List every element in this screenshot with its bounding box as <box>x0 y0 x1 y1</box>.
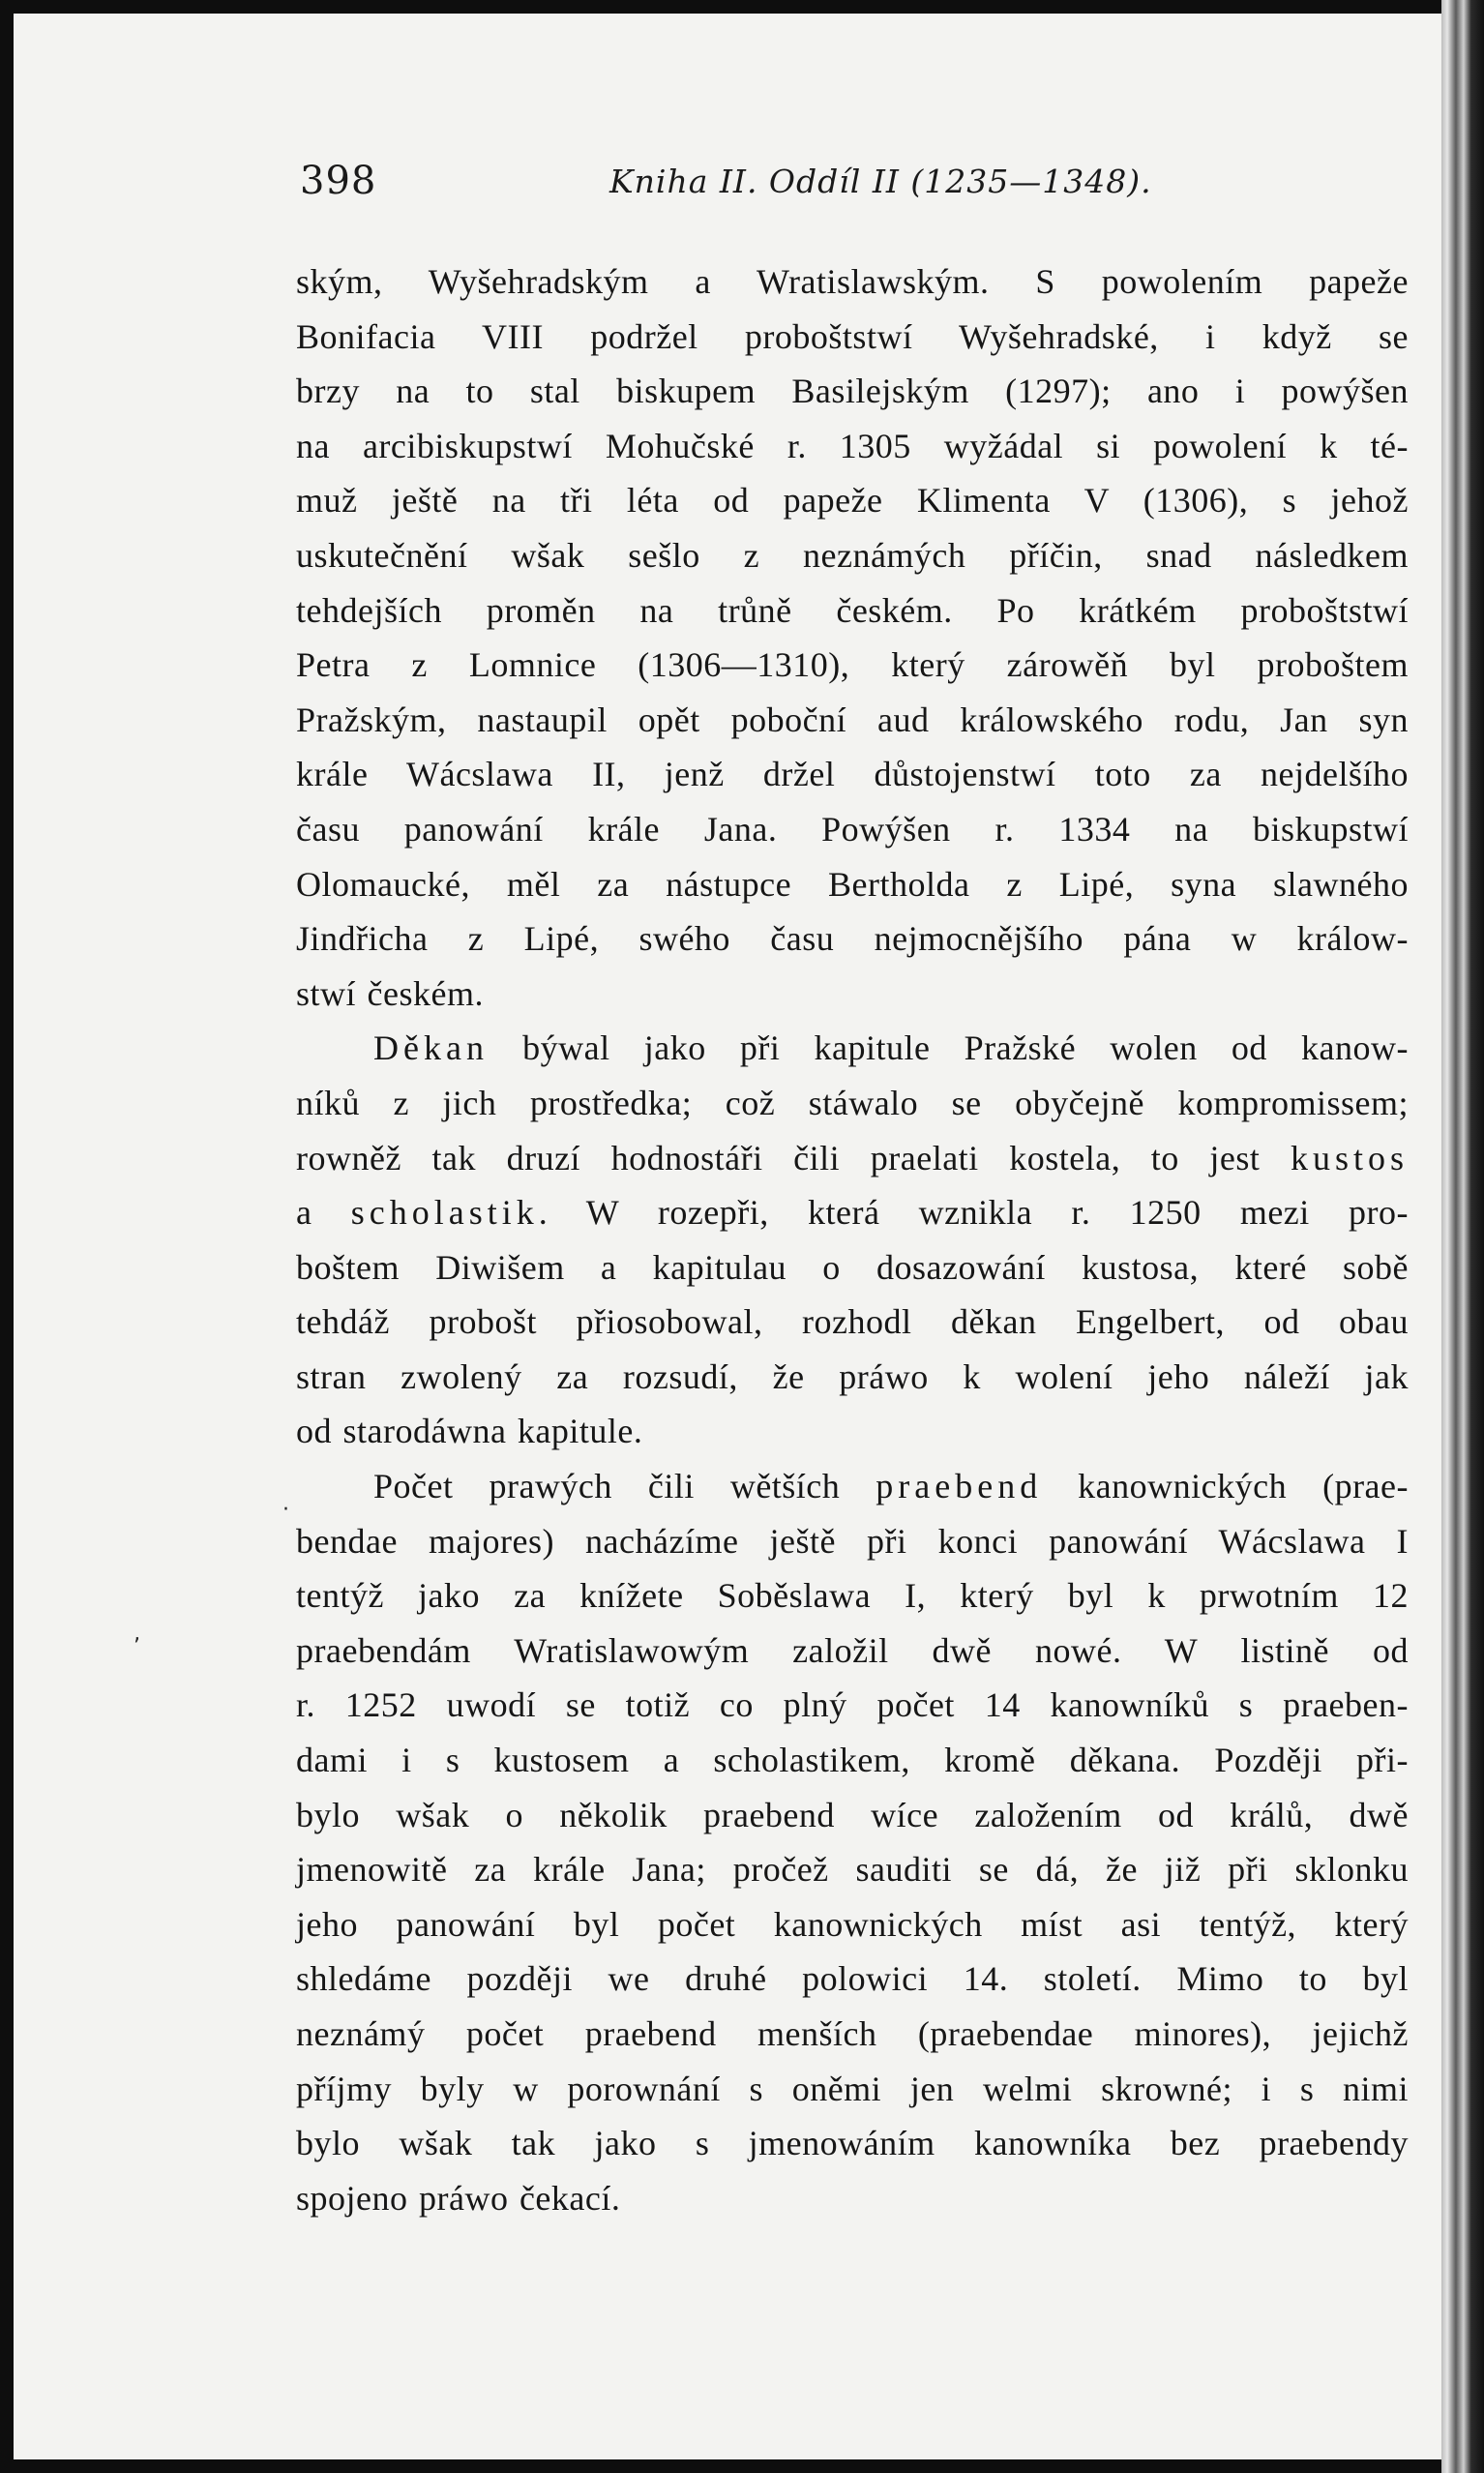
emphasized-term: scholastik <box>350 1193 539 1233</box>
text-line <box>296 1568 1409 1624</box>
text-segment: . W rozepři, která wznikla r. 1250 mezi pro- <box>538 1193 1409 1233</box>
text-segment: Jindřicha z Lipé, swého času nejmocnějšího pána w králow- <box>296 919 1409 959</box>
text-segment: Počet prawých čili wětších <box>373 1467 876 1506</box>
text-segment: Pražským, nastaupil opět poboční aud králowského rodu, Jan syn <box>296 700 1409 739</box>
text-line <box>296 310 1409 365</box>
text-line <box>296 1240 1409 1296</box>
text-line <box>296 2007 1409 2062</box>
text-line <box>296 802 1409 857</box>
text-line <box>296 1459 1409 1514</box>
paragraph <box>296 1021 1409 1459</box>
text-line <box>296 1897 1409 1952</box>
text-line <box>296 419 1409 474</box>
text-line <box>296 473 1409 528</box>
text-segment: ským, Wyšehradským a Wratislawským. S powolením papeže <box>296 262 1409 301</box>
text-segment: krále Wácslawa II, jenž držel důstojenstwí toto za nejdelšího <box>296 755 1409 794</box>
text-segment: rowněž tak druzí hodnostáři čili praelati kostela, to jest <box>296 1138 1291 1177</box>
page-number: 398 <box>300 159 377 203</box>
text-segment: praebendám Wratislawowým založil dwě nowé. W listině od <box>296 1630 1409 1670</box>
text-segment: stran zwolený za rozsudí, že práwo k wolení jeho náleží jak <box>296 1356 1409 1396</box>
text-line <box>296 2116 1409 2171</box>
text-segment: shledáme později we druhé polowici 14. století. Mimo to byl <box>296 1959 1409 1999</box>
text-segment: jmenowitě za krále Jana; pročež sauditi se dá, že již při sklonku <box>296 1850 1409 1890</box>
text-segment: bendae majores) nacházíme ještě při konci panowání Wácslawa I <box>296 1521 1409 1561</box>
text-line <box>296 2171 1409 2226</box>
text-line <box>296 364 1409 419</box>
text-line <box>296 254 1409 310</box>
text-line <box>296 1788 1409 1843</box>
emphasized-term: kustos <box>1290 1138 1409 1177</box>
book-edge <box>1441 0 1484 2473</box>
text-line <box>296 1733 1409 1788</box>
text-segment: a <box>296 1193 351 1233</box>
text-line <box>296 1952 1409 2007</box>
text-line <box>296 1076 1409 1131</box>
text-segment: stwí českém. <box>296 973 484 1013</box>
text-segment: spojeno práwo čekací. <box>296 2178 621 2218</box>
emphasized-term: praebend <box>876 1467 1043 1506</box>
text-segment: kanownických (prae- <box>1042 1467 1409 1506</box>
text-line <box>296 1350 1409 1405</box>
text-line <box>296 1678 1409 1733</box>
text-line <box>296 1295 1409 1350</box>
text-line <box>296 857 1409 912</box>
text-segment: boštem Diwišem a kapitulau o dosazowání kustosa, které sobě <box>296 1247 1409 1287</box>
text-segment: dami i s kustosem a scholastikem, kromě děkana. Později při- <box>296 1741 1409 1780</box>
text-segment: Olomaucké, měl za nástupce Bertholda z Lipé, syna slawného <box>296 864 1409 904</box>
text-segment: Bonifacia VIII podržel proboštstwí Wyšehradské, i když se <box>296 316 1409 356</box>
text-segment: býwal jako při kapitule Pražské wolen od kanow- <box>488 1028 1409 1068</box>
text-line <box>296 911 1409 967</box>
text-line <box>296 747 1409 802</box>
text-segment: tentýž jako za knížete Soběslawa I, který byl k prwotním 12 <box>296 1576 1409 1616</box>
text-segment: brzy na to stal biskupem Basilejským (1297); ano i powýšen <box>296 372 1409 411</box>
text-segment: tehdejších proměn na trůně českém. Po krátkém proboštstwí <box>296 590 1409 630</box>
text-segment: času panowání krále Jana. Powýšen r. 1334 na biskupstwí <box>296 809 1409 849</box>
text-segment: tehdáž probošt přiosobowal, rozhodl děkan Engelbert, od obau <box>296 1302 1409 1342</box>
paragraph <box>296 254 1409 1021</box>
text-line <box>296 1624 1409 1679</box>
text-line <box>296 1021 1409 1076</box>
text-segment: níků z jich prostředka; což stáwalo se obyčejně kompromissem; <box>296 1083 1409 1122</box>
text-line <box>296 1514 1409 1569</box>
running-head: Kniha II. Oddíl II (1235—1348). <box>609 163 1152 200</box>
stray-mark: · <box>282 1498 289 1522</box>
text-segment: bylo wšak o několik praebend wíce založením od králů, dwě <box>296 1795 1409 1834</box>
stray-mark: ‚ <box>134 1622 140 1646</box>
text-segment: muž ještě na tři léta od papeže Klimenta V (1306), s jehož <box>296 481 1409 521</box>
text-line <box>296 2062 1409 2117</box>
text-line <box>296 967 1409 1022</box>
paragraph <box>296 1459 1409 2225</box>
emphasized-term: Děkan <box>373 1028 489 1068</box>
body-text <box>296 254 1409 2225</box>
text-line <box>296 693 1409 748</box>
page-header <box>300 155 1412 213</box>
text-segment: uskutečnění wšak sešlo z neznámých příčin, snad následkem <box>296 535 1409 575</box>
text-line <box>296 1131 1409 1186</box>
text-segment: r. 1252 uwodí se totiž co plný počet 14 kanowníků s praeben- <box>296 1685 1409 1725</box>
text-line <box>296 1185 1409 1240</box>
text-segment: příjmy byly w porownání s oněmi jen welmi skrowné; i s nimi <box>296 2069 1409 2108</box>
text-segment: Petra z Lomnice (1306—1310), který zárowěň byl proboštem <box>296 645 1409 685</box>
text-segment: bylo wšak tak jako s jmenowáním kanowníka bez praebendy <box>296 2124 1409 2163</box>
text-segment: na arcibiskupstwí Mohučské r. 1305 wyžádal si powolení k té- <box>296 426 1409 465</box>
text-line <box>296 528 1409 583</box>
text-segment: neznámý počet praebend menších (praebendae minores), jejichž <box>296 2014 1409 2053</box>
text-segment: jeho panowání byl počet kanownických míst asi tentýž, který <box>296 1904 1409 1944</box>
text-line <box>296 1404 1409 1459</box>
text-line <box>296 1842 1409 1897</box>
text-segment: od starodáwna kapitule. <box>296 1412 643 1451</box>
text-line <box>296 583 1409 639</box>
text-line <box>296 638 1409 693</box>
